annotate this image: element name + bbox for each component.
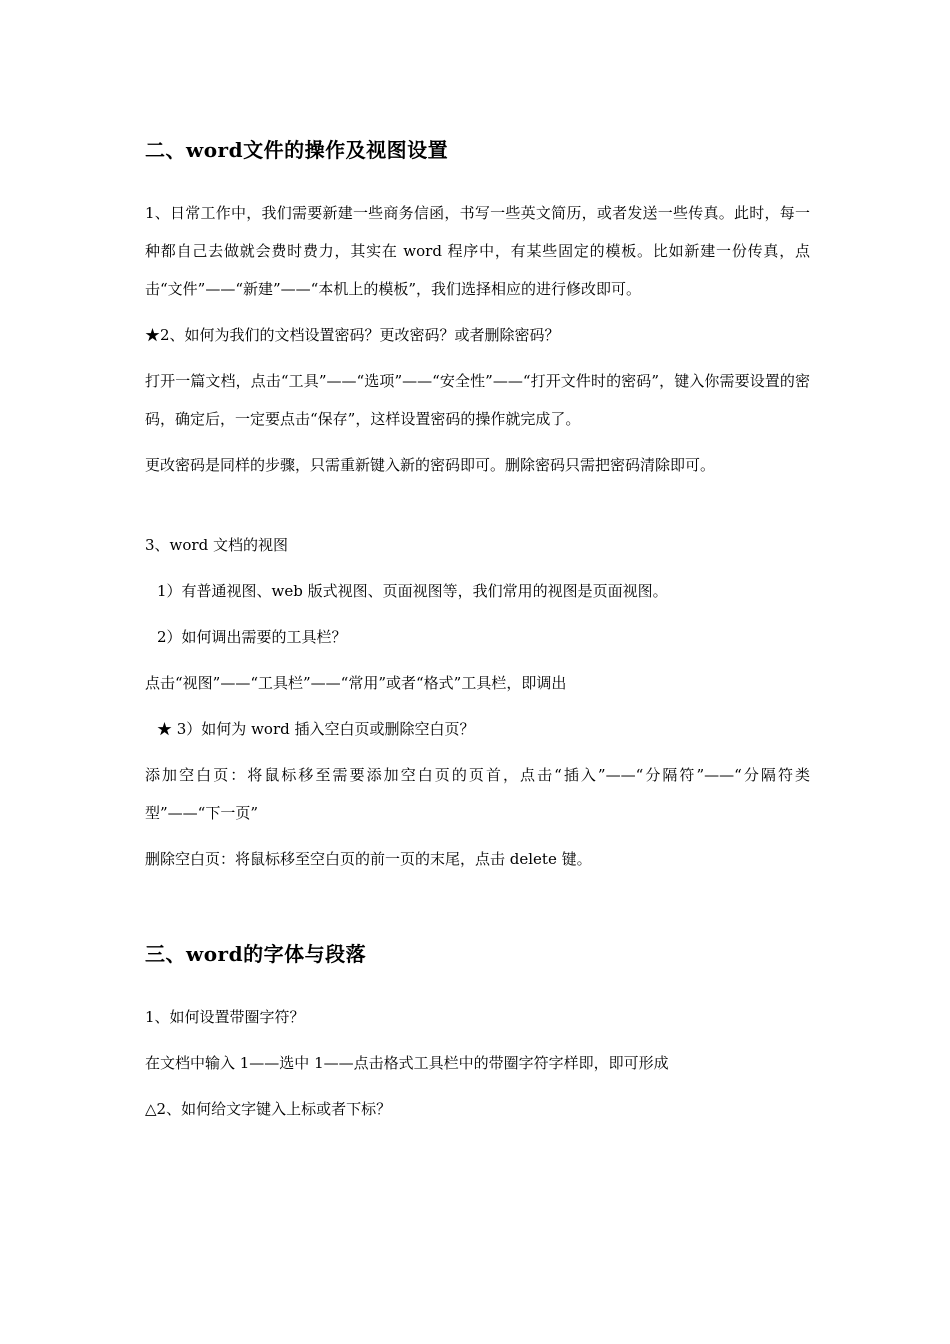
paragraph-password-question: ★2、如何为我们的文档设置密码？更改密码？或者删除密码？ xyxy=(145,326,560,344)
paragraph-toolbar-question: 2）如何调出需要的工具栏？ xyxy=(157,628,347,646)
paragraph-delete-blank-page: 删除空白页：将鼠标移至空白页的前一页的末尾，点击 delete 键。 xyxy=(145,850,592,868)
paragraph-password-change: 更改密码是同样的步骤，只需重新键入新的密码即可。删除密码只需把密码清除即可。 xyxy=(145,456,716,474)
paragraph-superscript-question: △2、如何给文字键入上标或者下标？ xyxy=(145,1100,392,1118)
paragraph-blank-page-question: ★ 3）如何为 word 插入空白页或删除空白页？ xyxy=(157,720,475,738)
section-heading-2: 二、word文件的操作及视图设置 xyxy=(145,138,449,162)
section-heading-3: 三、word的字体与段落 xyxy=(145,942,367,966)
paragraph-circled-steps: 在文档中输入 1——选中 1——点击格式工具栏中的带圈字符字样即，即可形成 xyxy=(145,1054,669,1072)
paragraph-password-steps: 打开一篇文档，点击“工具”——“选项”——“安全性”——“打开文件时的密码”，键入你需要设置的密码，确定后，一定要点击“保存”，这样设置密码的操作就完成了。 xyxy=(145,372,810,428)
paragraph-add-blank-page: 添加空白页：将鼠标移至需要添加空白页的页首，点击“插入”——“分隔符”——“分隔符类型”——“下一页” xyxy=(145,766,810,822)
paragraph-views-title: 3、word 文档的视图 xyxy=(145,536,288,554)
document-body xyxy=(145,128,810,1136)
paragraph-circled-question: 1、如何设置带圈字符？ xyxy=(145,1008,305,1026)
paragraph-templates: 1、日常工作中，我们需要新建一些商务信函，书写一些英文简历，或者发送一些传真。此时，每一种都自己去做就会费时费力，其实在 word 程序中，有某些固定的模板。比如新建一份传真，点击“文件”——“新建”——“本机上的模板”，我们选择相应的进行修改即可。 xyxy=(145,204,810,298)
paragraph-views-list: 1）有普通视图、web 版式视图、页面视图等，我们常用的视图是页面视图。 xyxy=(157,582,668,600)
paragraph-toolbar-steps: 点击“视图”——“工具栏”——“常用”或者“格式”工具栏，即调出 xyxy=(145,674,567,692)
